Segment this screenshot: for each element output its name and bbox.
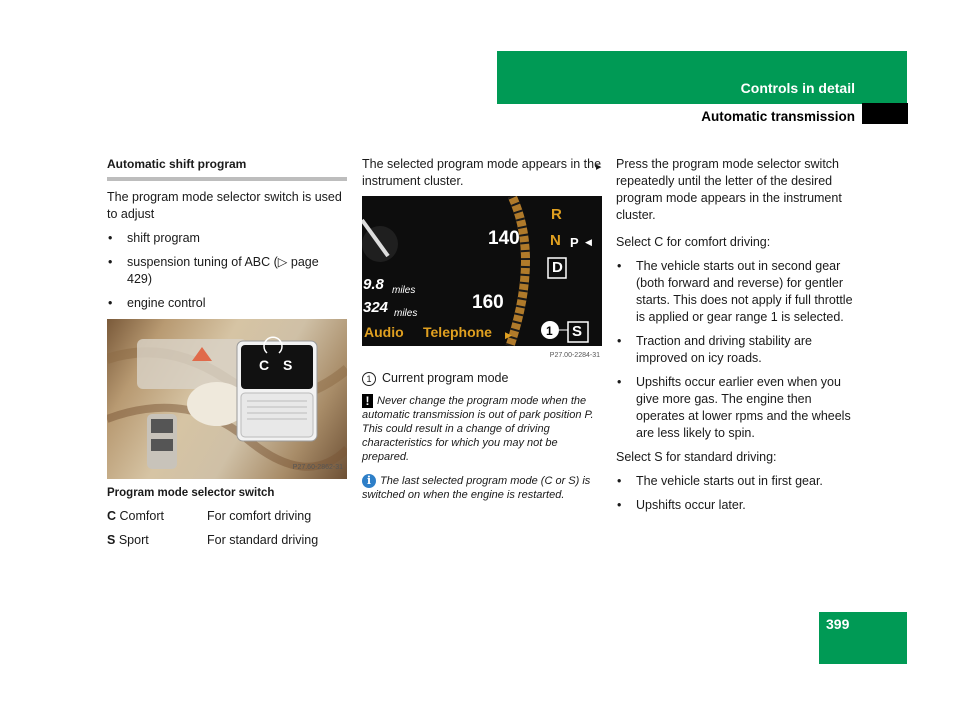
speed-label: 160 — [472, 292, 504, 313]
page-number: 399 — [826, 616, 850, 632]
intro-text: The selected program mode appears in the instrument cluster. — [362, 157, 602, 188]
legend — [362, 370, 602, 387]
info-note — [362, 474, 602, 502]
mode-desc: For comfort driving — [207, 509, 312, 523]
instrument-cluster-image — [362, 196, 602, 346]
gear-d: D — [552, 259, 563, 276]
program-mode-indicator: S — [572, 323, 583, 340]
subsection-title: Automatic transmission — [701, 109, 855, 124]
gear-n: N — [550, 232, 561, 249]
gear-r: R — [551, 206, 562, 223]
gear-p: P — [570, 235, 579, 250]
warning-icon: ! — [362, 394, 373, 408]
info-text: The last selected program mode (C or S) is switched on when the engine is restarted. — [362, 475, 591, 501]
photo-caption: Program mode selector switch — [107, 487, 275, 499]
switch-label-c: C — [259, 357, 270, 373]
header-marker — [862, 103, 908, 124]
legend-number: 1 — [362, 372, 376, 386]
cluster-ref: P27.00-2284-31 — [549, 352, 600, 359]
comfort-list — [616, 258, 856, 442]
section-title: Controls in detail — [740, 80, 855, 96]
list-item: • engine control — [107, 295, 347, 312]
mode-row — [107, 532, 347, 549]
odometer-value: 9.8 — [363, 276, 384, 293]
trip-unit: miles — [394, 308, 418, 319]
select-standard: Select S for standard driving: — [616, 450, 777, 464]
menu-telephone: Telephone — [423, 324, 492, 340]
list-item: • Upshifts occur earlier even when you give more gas. The engine then operates at lower rpms and the wheels are less likely to spin. — [616, 374, 856, 442]
warning-note — [362, 394, 602, 464]
adjust-list — [107, 230, 347, 312]
selector-switch-photo — [107, 319, 347, 479]
speed-label: 140 — [488, 228, 520, 249]
instruction-step: ▶ Press the program mode selector switch repeatedly until the letter of the desired program mode appears in the instrument cluster. — [596, 156, 856, 224]
list-item: • Upshifts occur later. — [616, 497, 856, 514]
switch-label-s: S — [283, 357, 293, 373]
list-item: • The vehicle starts out in second gear (both forward and reverse) for gentler starts. This does not apply if full throttle is applied or gear range 1 is selected. — [616, 258, 856, 326]
menu-audio: Audio — [364, 324, 404, 340]
list-item: • suspension tuning of ABC (▷ page 429) — [107, 254, 347, 288]
column-3 — [616, 156, 856, 521]
column-2 — [362, 156, 602, 512]
section-heading: Automatic shift program — [107, 156, 347, 181]
trip-value: 324 — [363, 299, 389, 316]
mode-row — [107, 508, 347, 525]
list-item: • Traction and driving stability are improved on icy roads. — [616, 333, 856, 367]
intro-text: The program mode selector switch is used to adjust — [107, 190, 342, 221]
standard-list — [616, 473, 856, 514]
warning-text: Never change the program mode when the automatic transmission is out of park position P. This could result in a change of driving characteristics for which you may not be prepared. — [362, 395, 594, 463]
mode-desc: For standard driving — [207, 533, 319, 547]
select-comfort: Select C for comfort driving: — [616, 235, 771, 249]
info-icon: i — [362, 474, 376, 488]
list-item: • The vehicle starts out in first gear. — [616, 473, 856, 490]
photo-illustration — [107, 319, 347, 479]
mode-key: S — [107, 533, 116, 547]
callout-number: 1 — [546, 324, 553, 338]
mode-key: C — [107, 509, 117, 523]
photo-ref: P27.60-2862-31 — [292, 464, 343, 471]
menu-arrow-icon: ▶ — [505, 330, 512, 340]
list-item: • shift program — [107, 230, 347, 247]
legend-text: Current program mode — [382, 371, 509, 385]
odometer-unit: miles — [392, 285, 416, 296]
mode-name: Comfort — [119, 509, 164, 523]
gear-indicator-icon: ◀ — [585, 237, 592, 247]
column-1 — [107, 156, 347, 556]
header-bar — [497, 51, 907, 104]
mode-name: Sport — [118, 533, 149, 547]
